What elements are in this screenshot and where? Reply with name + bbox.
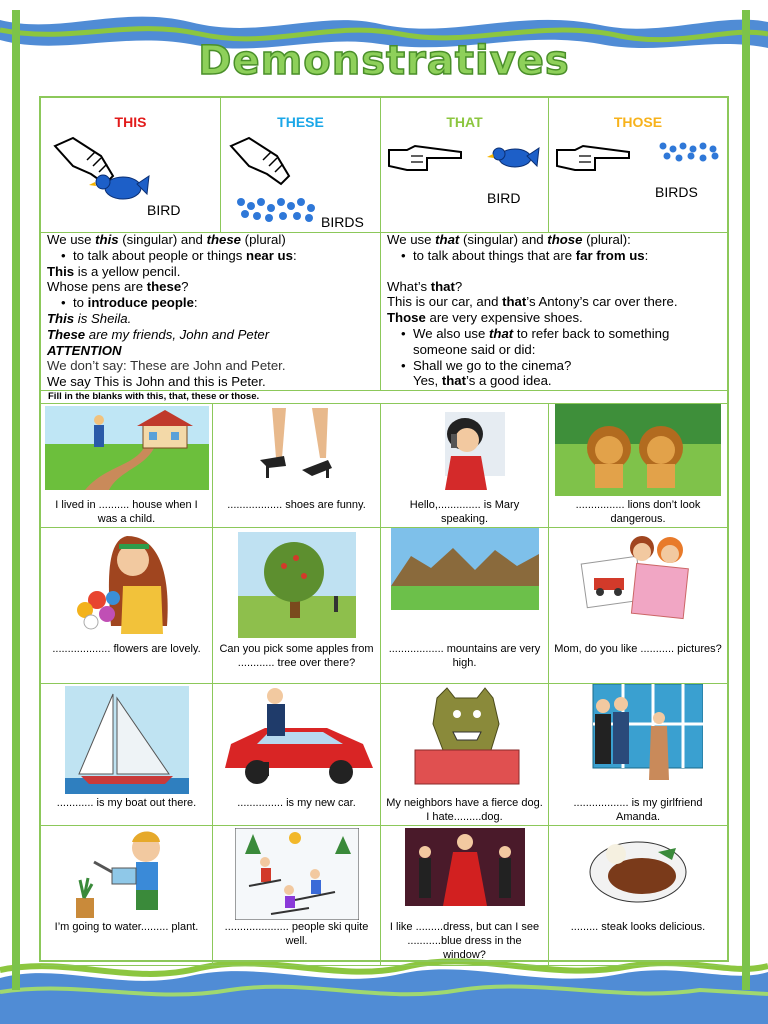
exercise-row [41,528,727,684]
bird-flock-icon [660,143,719,162]
exercise-cell [549,826,727,966]
legs-shoes-image [242,408,352,488]
page-title: Demonstratives [198,38,570,84]
exercise-sentence: ................... flowers are lovely. [52,643,201,655]
header-these [221,98,381,232]
exercise-sentence: ..................... people ski quite well. [224,921,369,947]
woman-red-dress-image [405,828,525,906]
exercise-sentence: Can you pick some apples from ............ tree over there? [219,643,374,669]
left-border-bar [12,10,20,990]
exercise-cell [41,684,213,826]
exercise-sentence: .................. mountains are very high. [388,643,541,669]
exercise-sentence: ............ is my boat out there. [56,797,197,809]
explanation-section [41,232,727,391]
girl-flowers-image [67,530,187,634]
header-word-that: THAT [446,114,483,130]
exercise-row [41,404,727,528]
exercise-sentence: .................. is my girlfriend Amanda. [573,797,703,823]
exercise-grid [41,404,727,966]
blue-bird-icon [89,175,149,199]
pointing-hand-right-icon [555,140,725,176]
exercise-cell [213,826,381,966]
exercise-sentence: ............... is my new car. [237,797,356,809]
kids-pictures-image [578,530,698,622]
exercise-row [41,826,727,966]
exercise-sentence: I’m going to water......... plant. [54,921,199,933]
header-noun-this: BIRD [147,202,181,218]
exercise-cell [381,684,549,826]
exercise-row [41,684,727,826]
dog-fence-image [407,684,523,788]
exercise-cell [213,404,381,528]
bird-flock-icon [237,198,315,222]
exercise-cell [549,684,727,826]
woman-car-image [217,686,377,792]
exercise-cell [549,528,727,684]
exercise-instruction: Fill in the blanks with this, that, these or those. [41,390,727,404]
couple-window-image [573,684,703,794]
exercise-sentence: Mom, do you like ........... pictures? [554,643,722,655]
header-word-these: THESE [277,114,324,130]
exercise-sentence: My neighbors have a fierce dog. I hate.........dog. [386,797,543,823]
explanation-that-those: We use that (singular) and those (plural): • to talk about things that are far from us: What’s that? This is our car, and that’s Antony’s car over there. Those are very expensive shoes. • We also use that to refer back to something someone said or did: • Shall we go to the cinema? Yes, that’s a good idea. [381,232,727,390]
header-row [41,98,727,233]
right-border-bar [742,10,750,990]
header-word-this: THIS [114,114,147,130]
exercise-cell [41,404,213,528]
exercise-cell [381,404,549,528]
mountains-image [391,528,539,610]
exercise-sentence: Hello,.............. is Mary speaking. [409,499,520,525]
exercise-sentence: I like .........dress, but can I see ...........blue dress in the window? [389,921,540,961]
header-word-those: THOSE [613,114,663,130]
skiers-image [235,828,359,920]
blue-bird-icon [487,148,539,167]
exercise-sentence: ................ lions don’t look dangerous. [575,499,701,525]
pointing-hand-down-icon [227,136,327,226]
exercise-cell [381,826,549,966]
boy-watering-image [72,828,182,920]
header-noun-these: BIRDS [321,214,364,230]
sailboat-image [65,686,189,794]
explanation-this-these: We use this (singular) and these (plural) • to talk about people or things near us: This is a yellow pencil. Whose pens are these? • to introduce people: This is Sheila. These are my friends, John and Peter ATTENTION We don’t say: These are John and Peter. We say This is John and this is Peter. [41,232,381,390]
exercise-sentence: .................. shoes are funny. [227,499,366,511]
exercise-sentence: ......... steak looks delicious. [570,921,706,933]
worksheet [39,96,729,962]
header-this [41,98,221,232]
house-scene-image [45,406,209,490]
header-those [549,98,727,232]
exercise-cell [381,528,549,684]
exercise-sentence: I lived in .......... house when I was a child. [55,499,198,525]
apple-tree-image [238,532,356,638]
exercise-cell [549,404,727,528]
exercise-cell [213,684,381,826]
header-that [381,98,549,232]
exercise-cell [41,826,213,966]
lions-image [555,404,721,496]
pointing-hand-down-icon [51,134,151,214]
exercise-cell [41,528,213,684]
woman-phone-image [415,406,515,490]
exercise-cell [213,528,381,684]
steak-image [588,828,688,908]
pointing-hand-right-icon [387,144,547,176]
header-noun-those: BIRDS [655,184,698,200]
header-noun-that: BIRD [487,190,521,206]
